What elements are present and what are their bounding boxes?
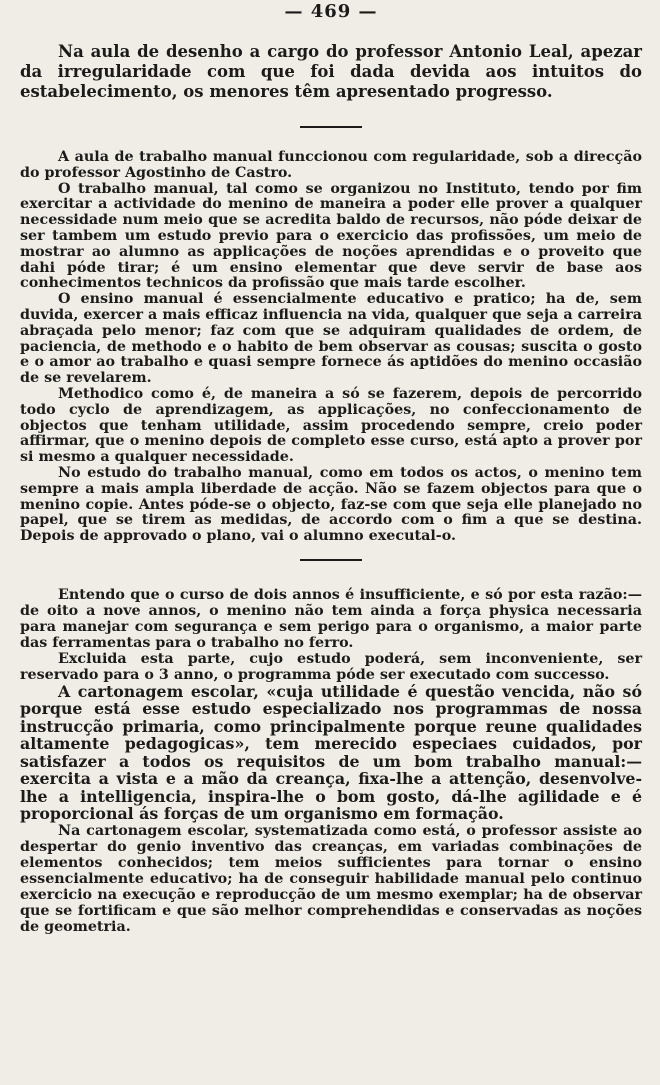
section-divider (300, 559, 362, 561)
course-duration-section (20, 587, 642, 935)
paragraph: Methodico como é, de maneira a só se fazerem, depois de percorrido todo cyclo de aprendizagem, as applicações, no confeccionamento de objectos que tenham utilidade, assim procedendo sempre, creio poder affirmar, que o menino depois de completo esse curso, está apto a prover por si mesmo a qualquer necessidade. (20, 385, 642, 466)
paragraph: O trabalho manual, tal como se organizou no Instituto, tendo por fim exercitar a actividade do menino de maneira a poder elle prover a qualquer necessidade num meio que se acredita baldo de recursos, não póde deixar de ser tambem um estudo previo para o exercicio das profissões, um meio de mostrar ao alumno as applicações de noções aprendidas e o proveito que dahi póde tirar; é um ensino elementar que deve servir de base aos conhecimentos technicos da profissão que mais tarde escolher. (20, 180, 642, 292)
paragraph: Entendo que o curso de dois annos é insufficiente, e só por esta razão:—de oito a nove annos, o menino não tem ainda a força physica necessaria para manejar com segurança e sem perigo para o organismo, a maior parte das ferramentas para o trabalho no ferro. (20, 586, 642, 651)
paragraph: Na cartonagem escolar, systematizada como está, o professor assiste ao despertar do genio inventivo das creanças, em variadas combinações de elementos conhecidos; tem meios sufficientes para tornar o ensino essencialmente educativo; ha de conseguir habilidade manual pelo continuo exercicio na execução e reproducção de um mesmo exemplar; ha de observar que se fortificam e que são melhor comprehendidas e conservadas as noções de geometria. (20, 822, 642, 935)
paragraph: Excluida esta parte, cujo estudo poderá, sem inconveniente, ser reservado para o 3 anno, o programma póde ser executado com successo. (20, 650, 642, 683)
paragraph: A cartonagem escolar, «cuja utilidade é questão vencida, não só porque está esse estudo especializado nos programmas de nossa instrucção primaria, como principalmente porque reune qualidades altamente pedagogicas», tem merecido especiaes cuidados, por satisfazer a todos os requisitos de um bom trabalho manual:—exercita a vista e a mão da creança, fixa-lhe a attenção, desenvolve-lhe a intelligencia, inspira-lhe o bom gosto, dá-lhe agilidade e é proporcional ás forças de um organismo em formação. (20, 681, 642, 824)
paragraph: No estudo do trabalho manual, como em todos os actos, o menino tem sempre a mais ampla liberdade de acção. Não se fazem objectos para que o menino copie. Antes póde-se o objecto, faz-se com que seja elle planejado no papel, que se tirem as medidas, de accordo com o fim a que se destina. Depois de approvado o plano, vai o alumno executal-o. (20, 464, 642, 545)
paragraph: A aula de trabalho manual funccionou com regularidade, sob a direcção do professor Agostinho de Castro. (20, 149, 642, 181)
paragraph: O ensino manual é essencialmente educativo e pratico; ha de, sem duvida, exercer a mais efficaz influencia na vida, qualquer que seja a carreira abraçada pelo menor; faz com que se adquiram qualidades de ordem, de paciencia, de methodo e o habito de bem observar as cousas; suscita o gosto e o amor ao trabalho e quasi sempre fornece ás aptidões do menino occasião de se revelarem. (20, 291, 642, 387)
paragraph: Na aula de desenho a cargo do professor Antonio Leal, apezar da irregularidade com que foi dada devida aos intuitos do estabelecimento, os menores têm apresentado progresso. (20, 42, 642, 101)
section-divider (300, 126, 362, 128)
drawing-class-section (20, 42, 642, 102)
manual-work-section (20, 150, 642, 545)
page-number: — 469 — (284, 1, 378, 22)
